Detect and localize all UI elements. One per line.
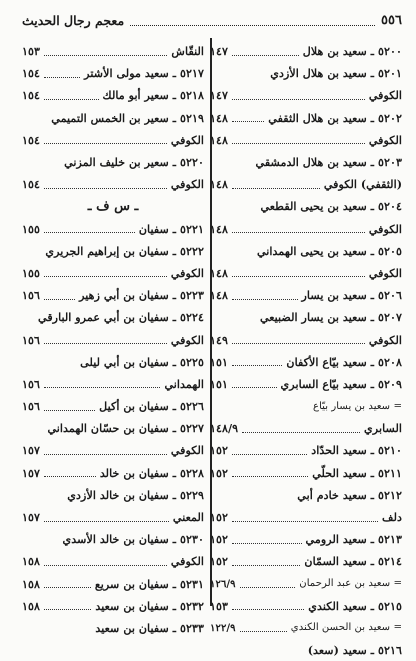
entry-page-number: ١٥٧ bbox=[22, 465, 41, 480]
index-entry bbox=[210, 639, 402, 661]
index-entry bbox=[22, 107, 204, 129]
entry-page-number: ١٥٢ bbox=[210, 532, 229, 547]
entry-text: ٥٢١٨ ـ سعير أبو مالك bbox=[102, 88, 204, 103]
index-entry bbox=[22, 218, 204, 240]
index-entry bbox=[22, 84, 204, 106]
left-column bbox=[22, 40, 204, 635]
entry-page-number: ١٤٨ bbox=[210, 221, 229, 236]
dotted-leader bbox=[44, 335, 167, 344]
dotted-leader bbox=[44, 180, 167, 189]
entry-text: ٥٢١٠ ـ سعيد الحدّاد bbox=[311, 443, 402, 458]
dotted-leader bbox=[232, 357, 282, 366]
dotted-leader bbox=[44, 468, 96, 477]
index-entry bbox=[22, 328, 204, 350]
index-entry bbox=[210, 306, 402, 328]
entry-text: ٥٢٢٣ ـ سفيان بن أبي زهير bbox=[79, 288, 204, 303]
index-entry bbox=[210, 195, 402, 217]
index-entry bbox=[22, 195, 204, 217]
dotted-leader bbox=[44, 579, 91, 588]
index-entry bbox=[22, 262, 204, 284]
header-dotted-leader bbox=[130, 15, 375, 26]
entry-text: ٥٢٣١ ـ سفيان بن سريع bbox=[94, 576, 204, 591]
index-entry bbox=[22, 306, 204, 328]
dotted-leader bbox=[44, 69, 80, 78]
entry-page-number: ١٥٦ bbox=[22, 376, 41, 391]
entry-text: الكوفي bbox=[368, 265, 402, 280]
index-entry bbox=[210, 284, 402, 306]
dotted-leader bbox=[232, 535, 302, 544]
entry-text: الكوفي bbox=[368, 132, 402, 147]
entry-page-number: ١٥٢ bbox=[210, 554, 229, 569]
dotted-leader bbox=[44, 47, 167, 56]
index-entry bbox=[22, 417, 204, 439]
index-entry bbox=[22, 573, 204, 595]
dotted-leader bbox=[232, 446, 307, 455]
entry-page-number: ١٥٣ bbox=[22, 44, 41, 59]
entry-text: ٥٢١٩ ـ سعير بن الخمس التميمي bbox=[51, 110, 204, 125]
dotted-leader bbox=[240, 579, 296, 588]
index-entry bbox=[210, 328, 402, 350]
index-entry bbox=[22, 462, 204, 484]
entry-text: ٥٢٢٢ ـ سفيان بن إبراهيم الجريري bbox=[45, 243, 204, 258]
dotted-leader bbox=[232, 268, 365, 277]
entry-page-number: ١٢٢/٩ bbox=[210, 621, 236, 634]
entry-page-number: ١٥٥ bbox=[22, 265, 41, 280]
index-entry bbox=[210, 506, 402, 528]
index-entry bbox=[22, 484, 204, 506]
index-entry bbox=[210, 528, 402, 550]
entry-text: (الثقفي) الكوفي bbox=[323, 177, 402, 192]
index-entry bbox=[210, 395, 402, 417]
entry-text: ٥٢٢١ ـ سفيان bbox=[138, 221, 204, 236]
entry-text: ٥٢٢٩ ـ سفيان بن خالد الأزدي bbox=[67, 487, 204, 502]
entry-page-number: ١٥٦ bbox=[22, 332, 41, 347]
right-column bbox=[210, 40, 402, 658]
index-entry bbox=[210, 462, 402, 484]
dotted-leader bbox=[240, 623, 287, 632]
entry-text: ٥٢٠٣ ـ سعيد بن هلال الدمشقي bbox=[255, 155, 402, 170]
dotted-leader bbox=[44, 379, 160, 388]
entry-text: ٥٢٢٥ ـ سفيان بن أبي ليلى bbox=[80, 354, 204, 369]
index-entry bbox=[210, 151, 402, 173]
entry-text: الهمداني bbox=[164, 376, 204, 391]
index-entry bbox=[22, 240, 204, 262]
entry-text: ٥٢٠٢ ـ سعيد بن هلال الثقفي bbox=[268, 110, 402, 125]
entry-text: الكوفي bbox=[170, 265, 204, 280]
index-entry bbox=[210, 595, 402, 617]
entry-text: ٥٢٣٣ ـ سفيان بن سعيد bbox=[95, 620, 204, 635]
entry-text: ٥٢٠٦ ـ سعيد بن يسار bbox=[301, 288, 402, 303]
entry-text: النقّاش bbox=[171, 44, 204, 59]
dotted-leader bbox=[232, 468, 308, 477]
entry-text: ـ س ف ـ bbox=[87, 198, 139, 214]
index-entry bbox=[210, 173, 402, 195]
entry-text: ٥٢٠٩ ـ سعيد بيّاع السابري bbox=[280, 376, 402, 391]
entry-page-number: ١٥٢ bbox=[210, 510, 229, 525]
entry-text: ٥٢٠٠ ـ سعيد بن هلال bbox=[302, 44, 402, 59]
index-entry bbox=[22, 173, 204, 195]
entry-text: الكوفي bbox=[170, 554, 204, 569]
entry-page-number: ١٥١ bbox=[210, 354, 229, 369]
entry-text: المعني bbox=[172, 510, 204, 525]
entry-page-number: ١٥٧ bbox=[22, 443, 41, 458]
entry-page-number: ١٥٨ bbox=[22, 598, 41, 613]
index-entry bbox=[210, 129, 402, 151]
index-entry bbox=[210, 351, 402, 373]
entry-page-number: ١٤٨/٩ bbox=[210, 421, 239, 436]
dotted-leader bbox=[44, 291, 75, 300]
entry-text: ٥٢٠١ ـ سعيد بن هلال الأزدي bbox=[270, 66, 402, 81]
dotted-leader bbox=[232, 47, 299, 56]
entry-page-number: ١٥١ bbox=[210, 376, 229, 391]
index-entry bbox=[22, 40, 204, 62]
entry-page-number: ١٥٤ bbox=[22, 177, 41, 192]
entry-text: الكوفي bbox=[368, 88, 402, 103]
index-entry bbox=[210, 439, 402, 461]
index-entry bbox=[22, 595, 204, 617]
entry-text: ٥٢٢٦ ـ سفيان بن أكيل bbox=[99, 399, 204, 414]
entry-page-number: ١٥٦ bbox=[22, 288, 41, 303]
entry-page-number: ١٤٩ bbox=[210, 332, 229, 347]
dotted-leader bbox=[232, 335, 365, 344]
dotted-leader bbox=[44, 91, 99, 100]
index-entry bbox=[210, 107, 402, 129]
index-entry bbox=[210, 218, 402, 240]
index-entry bbox=[210, 573, 402, 595]
entry-page-number: ١٥٤ bbox=[22, 66, 41, 81]
index-entry bbox=[210, 617, 402, 639]
dotted-leader bbox=[232, 135, 365, 144]
dotted-leader bbox=[44, 224, 135, 233]
entry-text: = سعيد بن الحسن الكندي bbox=[290, 622, 402, 634]
entry-text: ٥٢١٦ ـ سعيد (سعد) bbox=[307, 643, 402, 658]
index-entry bbox=[210, 262, 402, 284]
index-entry bbox=[210, 417, 402, 439]
page-number: ٥٥٦ bbox=[381, 12, 402, 28]
index-entry bbox=[210, 373, 402, 395]
entry-text: ٥٢٢٧ ـ سفيان بن حسّان الهمداني bbox=[47, 421, 204, 436]
entry-page-number: ١٥٣ bbox=[210, 598, 229, 613]
dotted-leader bbox=[232, 113, 264, 122]
entry-text: ٥٢٠٥ ـ سعيد بن يحيى الهمداني bbox=[256, 243, 402, 258]
entry-page-number: ١٤٨ bbox=[210, 177, 229, 192]
entry-page-number: ١٥٢ bbox=[210, 443, 229, 458]
dotted-leader bbox=[44, 513, 169, 522]
index-entry bbox=[22, 528, 204, 550]
entry-text: = سعيد بن عبد الرحمان bbox=[299, 578, 402, 590]
entry-text: السابري bbox=[364, 421, 402, 436]
entry-text: ٥٢١٤ ـ سعيد السمّان bbox=[304, 554, 402, 569]
entry-page-number: ١٤٨ bbox=[210, 132, 229, 147]
dotted-leader bbox=[44, 557, 167, 566]
entry-text: الكوفي bbox=[368, 332, 402, 347]
entry-text: دلف bbox=[382, 510, 402, 525]
entry-page-number: ١٥٨ bbox=[22, 554, 41, 569]
dotted-leader bbox=[232, 91, 365, 100]
index-entry bbox=[22, 351, 204, 373]
entry-page-number: ١٥٨ bbox=[22, 576, 41, 591]
dotted-leader bbox=[232, 379, 277, 388]
index-entry bbox=[22, 506, 204, 528]
entry-text: ٥٢٣٠ ـ سفيان بن خالد الأسدي bbox=[62, 532, 204, 547]
entry-page-number: ١٤٨ bbox=[210, 265, 229, 280]
index-entry bbox=[22, 151, 204, 173]
entry-text: الكوفي bbox=[170, 443, 204, 458]
index-entry bbox=[22, 129, 204, 151]
dotted-leader bbox=[44, 402, 95, 411]
index-entry bbox=[22, 395, 204, 417]
entry-text: ٥٢١٥ ـ سعيد الكندي bbox=[308, 598, 402, 613]
dotted-leader bbox=[232, 291, 298, 300]
entry-page-number: ١٤٧ bbox=[210, 44, 229, 59]
index-entry bbox=[210, 40, 402, 62]
index-entry bbox=[210, 62, 402, 84]
entry-text: = سعيد بن يسار بيّاع bbox=[313, 400, 402, 412]
index-entry bbox=[22, 550, 204, 572]
entry-text: ٥٢٢٤ ـ سفيان بن أبي عمرو البارقي bbox=[38, 310, 204, 325]
entry-text: ٥٢٢٨ ـ سفيان بن خالد bbox=[99, 465, 204, 480]
entry-text: ٥٢٣٢ ـ سفيان بن سعيد bbox=[95, 598, 204, 613]
index-entry bbox=[210, 550, 402, 572]
dotted-leader bbox=[44, 135, 167, 144]
book-title: معجم رجال الحديث bbox=[22, 12, 125, 28]
entry-text: ٥٢١١ ـ سعيد الحلّي bbox=[312, 465, 402, 480]
entry-text: ٥٢٢٠ ـ سعير بن خليف المزني bbox=[64, 155, 204, 170]
entry-page-number: ١٢٦/٩ bbox=[210, 577, 236, 590]
entry-page-number: ١٥٢ bbox=[210, 465, 229, 480]
entry-page-number: ١٥٥ bbox=[22, 221, 41, 236]
index-entry bbox=[210, 484, 402, 506]
index-entry bbox=[210, 240, 402, 262]
entry-text: ٥٢١٧ ـ سعيد مولى الأشتر bbox=[84, 66, 204, 81]
entry-page-number: ١٥٧ bbox=[22, 510, 41, 525]
entry-page-number: ١٥٦ bbox=[22, 399, 41, 414]
entry-text: الكوفي bbox=[170, 132, 204, 147]
entry-page-number: ١٤٨ bbox=[210, 110, 229, 125]
index-entry bbox=[22, 617, 204, 639]
page-header bbox=[22, 9, 402, 31]
entry-text: ٥٢٠٧ ـ سعيد بن يسار الضبيعي bbox=[259, 310, 402, 325]
index-entry bbox=[22, 62, 204, 84]
index-entry bbox=[22, 439, 204, 461]
entry-page-number: ١٤٧ bbox=[210, 88, 229, 103]
entry-page-number: ١٥٤ bbox=[22, 132, 41, 147]
entry-text: الكوفي bbox=[170, 177, 204, 192]
entry-text: ٥٢٠٤ ـ سعيد بن يحيى القطعي bbox=[260, 199, 402, 214]
entry-page-number: ١٤٨ bbox=[210, 288, 229, 303]
index-entry bbox=[22, 284, 204, 306]
entry-text: الكوفي bbox=[170, 332, 204, 347]
entry-text: ٥٢٠٨ ـ سعيد بيّاع الأكفان bbox=[286, 354, 402, 369]
index-entry bbox=[22, 373, 204, 395]
entry-page-number: ١٥٤ bbox=[22, 88, 41, 103]
entry-text: الكوفي bbox=[368, 221, 402, 236]
dotted-leader bbox=[232, 557, 300, 566]
dotted-leader bbox=[242, 424, 360, 433]
index-entry bbox=[210, 84, 402, 106]
dotted-leader bbox=[44, 446, 167, 455]
dotted-leader bbox=[232, 224, 365, 233]
entry-text: ٥٢١٢ ـ سعيد خادم أبي bbox=[297, 487, 402, 502]
dotted-leader bbox=[232, 180, 320, 189]
dotted-leader bbox=[44, 268, 167, 277]
entry-text: ٥٢١٣ ـ سعيد الرومي bbox=[305, 532, 402, 547]
dotted-leader bbox=[232, 513, 378, 522]
